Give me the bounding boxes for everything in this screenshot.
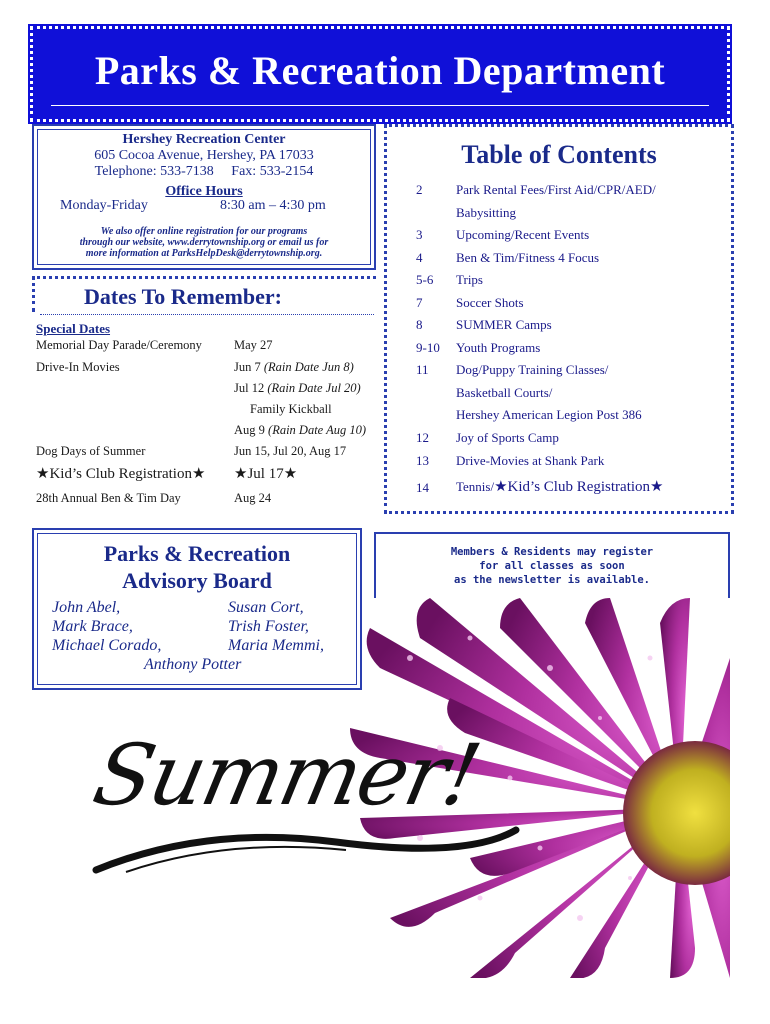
dates-heading: Dates To Remember: xyxy=(84,284,282,309)
board-member: Anthony Potter xyxy=(144,656,242,673)
banner-rule xyxy=(51,105,709,106)
toc-entry: Hershey American Legion Post 386 xyxy=(456,407,642,422)
board-title-line: Parks & Recreation xyxy=(103,541,291,566)
toc-page: 5-6 xyxy=(416,272,434,287)
board-member: Trish Foster, xyxy=(228,618,309,635)
toc-entry: Dog/Puppy Training Classes/ xyxy=(456,362,609,377)
members-note-line: for all classes as soon xyxy=(479,560,625,572)
online-note-line: We also offer online registration for our programs xyxy=(100,226,308,237)
date-event: Dog Days of Summer xyxy=(36,444,146,458)
date-value: Family Kickball xyxy=(250,402,332,416)
toc-entry: Youth Programs xyxy=(456,340,541,355)
toc-page: 9-10 xyxy=(416,340,440,355)
members-registration-note xyxy=(374,545,730,587)
board-member: Maria Memmi, xyxy=(228,637,324,654)
recreation-center-info xyxy=(32,124,376,270)
toc-page: 12 xyxy=(416,430,429,445)
toc-entry-text: Tennis/ xyxy=(456,479,495,494)
toc-entry: Upcoming/Recent Events xyxy=(456,227,590,242)
board-member: Mark Brace, xyxy=(52,618,133,635)
toc-entry: Babysitting xyxy=(456,205,516,220)
center-phone: Telephone: 533-7138 Fax: 533-2154 xyxy=(94,164,314,179)
toc-page: 13 xyxy=(416,453,429,468)
toc-page: 4 xyxy=(416,250,423,265)
date-value: May 27 xyxy=(234,338,273,352)
rain-date: (Rain Date Aug 10) xyxy=(268,423,367,437)
date-text: Jul 12 xyxy=(234,381,268,395)
rain-date: (Rain Date Jul 20) xyxy=(267,381,361,395)
toc-entry xyxy=(456,477,664,496)
date-event: Drive-In Movies xyxy=(36,360,120,374)
toc-page: 8 xyxy=(416,317,423,332)
toc-entry: Park Rental Fees/First Aid/CPR/AED/ xyxy=(456,182,656,197)
date-value: ★Jul 17★ xyxy=(234,466,298,482)
online-note-line: through our website, www.derrytownship.org or email us for xyxy=(79,237,329,248)
toc-entry: Soccer Shots xyxy=(456,295,524,310)
board-member: John Abel, xyxy=(52,599,121,616)
toc-page: 14 xyxy=(416,480,429,495)
rain-date: (Rain Date Jun 8) xyxy=(263,360,354,374)
online-registration-note xyxy=(42,226,366,259)
page-title: Parks & Recreation Department xyxy=(94,48,666,93)
toc-page: 2 xyxy=(416,182,423,197)
date-event: Memorial Day Parade/Ceremony xyxy=(36,338,202,352)
date-value xyxy=(234,381,361,396)
members-note-line: Members & Residents may register xyxy=(450,546,654,558)
summer-script-artwork xyxy=(86,720,526,890)
toc-entry: Trips xyxy=(456,272,483,287)
toc-entry: Ben & Tim/Fitness 4 Focus xyxy=(456,250,600,265)
toc-title: Table of Contents xyxy=(461,140,657,169)
toc-page: 3 xyxy=(416,227,423,242)
date-text: Aug 9 xyxy=(234,423,269,437)
date-value xyxy=(234,423,366,438)
members-note-line: as the newsletter is available. xyxy=(454,574,650,586)
office-hours-heading: Office Hours xyxy=(165,184,243,199)
board-title-line: Advisory Board xyxy=(122,568,272,593)
header-banner xyxy=(30,26,730,122)
summer-script-text: Summer! xyxy=(85,726,487,824)
advisory-board-title xyxy=(32,540,362,594)
special-dates-heading: Special Dates xyxy=(36,321,111,336)
date-text: Jun 7 xyxy=(234,360,264,374)
office-time: 8:30 am – 4:30 pm xyxy=(220,198,326,213)
toc-entry: SUMMER Camps xyxy=(456,317,552,332)
date-event: 28th Annual Ben & Tim Day xyxy=(36,491,181,505)
toc-page: 7 xyxy=(416,295,423,310)
date-value: Aug 24 xyxy=(234,491,272,505)
toc-entry: Drive-Movies at Shank Park xyxy=(456,453,605,468)
board-member: Michael Corado, xyxy=(52,637,162,654)
toc-entry: Basketball Courts/ xyxy=(456,385,553,400)
dates-divider xyxy=(40,314,374,315)
toc-entry: Joy of Sports Camp xyxy=(456,430,559,445)
center-name: Hershey Recreation Center xyxy=(122,132,286,147)
toc-entry-highlight: ★Kid’s Club Registration★ xyxy=(494,479,664,495)
office-days: Monday-Friday xyxy=(60,198,148,213)
date-value xyxy=(234,360,354,375)
center-address: 605 Cocoa Avenue, Hershey, PA 17033 xyxy=(94,148,314,163)
date-value: Jun 15, Jul 20, Aug 17 xyxy=(234,444,347,458)
board-member: Susan Cort, xyxy=(228,599,304,616)
toc-page: 11 xyxy=(416,362,429,377)
online-note-line: more information at ParksHelpDesk@derrytownship.org. xyxy=(85,248,323,259)
date-event: ★Kid’s Club Registration★ xyxy=(36,466,206,482)
